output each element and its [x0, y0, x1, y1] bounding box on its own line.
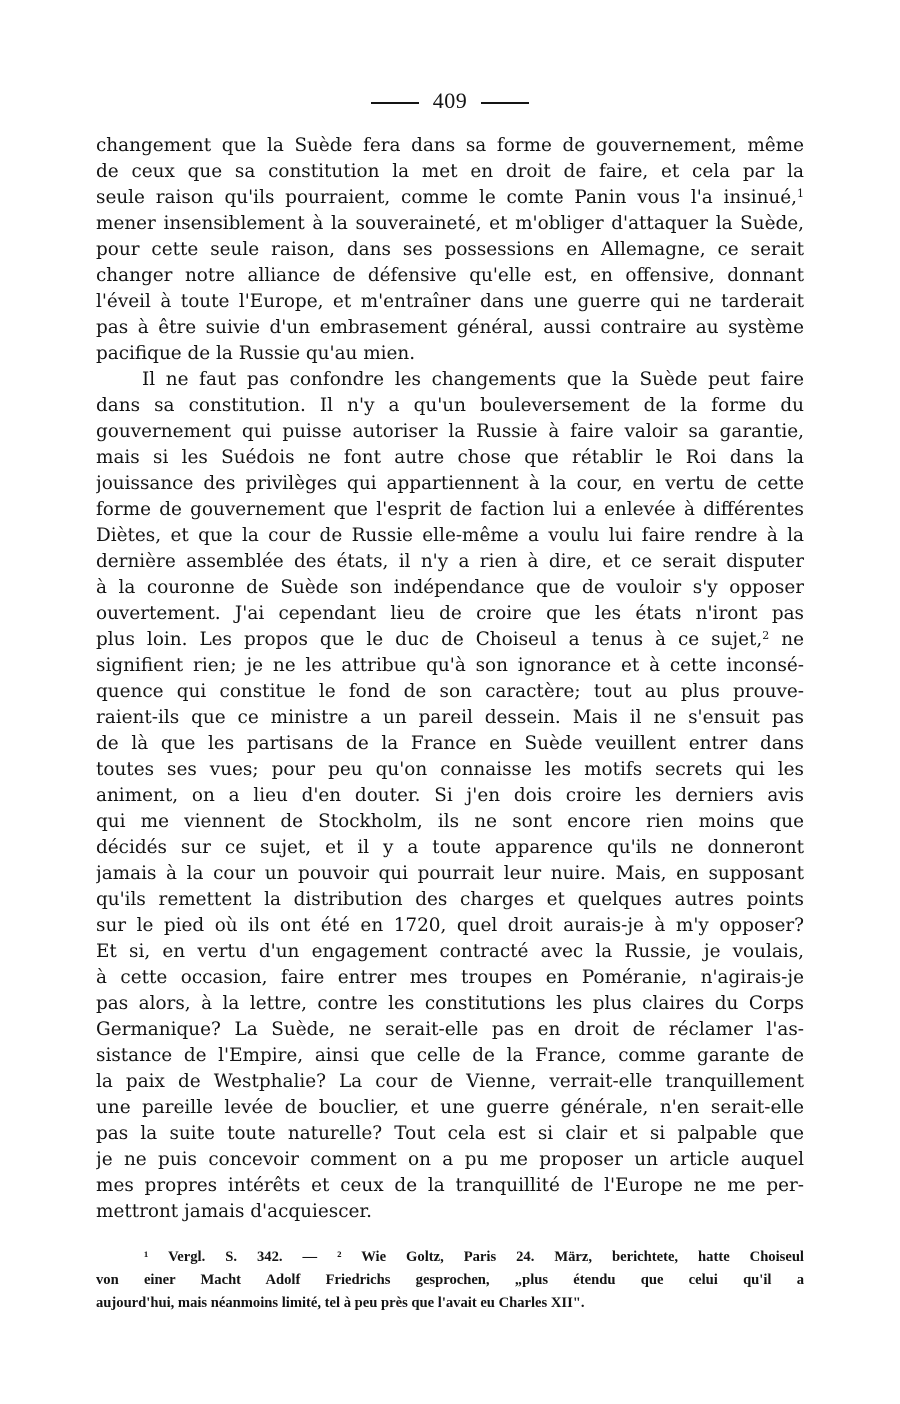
text-line: je ne puis concevoir comment on a pu me proposer un article auquel — [96, 1149, 804, 1170]
text-line: forme de gouvernement que l'esprit de faction lui a enlevée à différentes — [96, 499, 804, 520]
text-line: mes propres intérêts et ceux de la tranquillité de l'Europe ne me per- — [96, 1175, 804, 1196]
text-line: gouvernement qui puisse autoriser la Russie à faire valoir sa garantie, — [96, 421, 804, 442]
text-line: signifient rien; je ne les attribue qu'à son ignorance et à cette inconsé- — [96, 655, 804, 676]
footnote-mark: 1 — [797, 187, 804, 200]
footnote-mark: 2 — [762, 629, 770, 642]
text-line: dans sa constitution. Il n'y a qu'un bouleversement de la forme du — [96, 395, 804, 416]
text-line: toutes ses vues; pour peu qu'on connaisse les motifs secrets qui les — [96, 759, 804, 780]
text-line-content: seule raison qu'ils pourraient, comme le comte Panin vous l'a insinué, — [96, 187, 797, 208]
text-line: une pareille levée de bouclier, et une guerre générale, n'en serait-elle — [96, 1097, 804, 1118]
text-line: jamais à la cour un pouvoir qui pourrait leur nuire. Mais, en supposant — [96, 863, 804, 884]
text-line: quence qui constitue le fond de son caractère; tout au plus prouve- — [96, 681, 804, 702]
text-line: de ceux que sa constitution la met en droit de faire, et cela par la — [96, 161, 804, 182]
text-line: raient-ils que ce ministre a un pareil dessein. Mais il ne s'ensuit pas — [96, 707, 804, 728]
text-line: mener insensiblement à la souveraineté, et m'obliger d'attaquer la Suède, — [96, 213, 804, 234]
text-line: Il ne faut pas confondre les changements que la Suède peut faire — [142, 369, 804, 390]
header-rule-right — [481, 102, 529, 103]
text-line: de là que les partisans de la France en Suède veuillent entrer dans — [96, 733, 804, 754]
text-line: l'éveil à toute l'Europe, et m'entraîner dans une guerre qui ne tarderait — [96, 291, 804, 312]
text-line: pas alors, à la lettre, contre les constitutions les plus claires du Corps — [96, 993, 804, 1014]
page-header — [0, 86, 900, 116]
footnote-line: von einer Macht Adolf Friedrichs gesprochen, „plus étendu que celui qu'il a — [96, 1272, 804, 1288]
text-line: ouvertement. J'ai cependant lieu de croire que les états n'iront pas — [96, 603, 804, 624]
text-line — [96, 185, 804, 211]
footnotes — [96, 1246, 804, 1315]
text-line: à la couronne de Suède son indépendance que de vouloir s'y opposer — [96, 577, 804, 598]
text-line: la paix de Westphalie? La cour de Vienne, verrait-elle tranquillement — [96, 1071, 804, 1092]
footnote-line: aujourd'hui, mais néanmoins limité, tel à peu près que l'avait eu Charles XII". — [96, 1295, 585, 1311]
text-line-tail: ne — [769, 629, 804, 650]
text-line: changement que la Suède fera dans sa forme de gouvernement, même — [96, 135, 804, 156]
text-line: dernière assemblée des états, il n'y a rien à dire, et ce serait disputer — [96, 551, 804, 572]
text-line: Et si, en vertu d'un engagement contracté avec la Russie, je voulais, — [96, 941, 804, 962]
text-line: qu'ils remettent la distribution des charges et quelques autres points — [96, 889, 804, 910]
text-line: animent, on a lieu d'en douter. Si j'en dois croire les derniers avis — [96, 785, 804, 806]
text-line: jouissance des privilèges qui appartiennent à la cour, en vertu de cette — [96, 473, 804, 494]
text-line: sur le pied où ils ont été en 1720, quel droit aurais-je à m'y opposer? — [96, 915, 804, 936]
footnote-line: ¹ Vergl. S. 342. — ² Wie Goltz, Paris 24. März, berichtete, hatte Choiseul — [144, 1249, 804, 1265]
text-line-content: plus loin. Les propos que le duc de Choiseul a tenus à ce sujet, — [96, 629, 763, 650]
text-line: à cette occasion, faire entrer mes troupes en Poméranie, n'agirais-je — [96, 967, 804, 988]
text-line: pour cette seule raison, dans ses possessions en Allemagne, ce serait — [96, 239, 804, 260]
body-text — [96, 133, 804, 1225]
text-line: pacifique de la Russie qu'au mien. — [96, 343, 416, 364]
text-line: changer notre alliance de défensive qu'elle est, en offensive, donnant — [96, 265, 804, 286]
text-line: Diètes, et que la cour de Russie elle-même a voulu lui faire rendre à la — [96, 525, 804, 546]
page-number: 409 — [432, 88, 468, 113]
text-line: pas à être suivie d'un embrasement général, aussi contraire au système — [96, 317, 804, 338]
header-rule-left — [371, 102, 419, 103]
text-line: décidés sur ce sujet, et il y a toute apparence qu'ils ne donneront — [96, 837, 804, 858]
text-line — [96, 627, 804, 653]
text-line: qui me viennent de Stockholm, ils ne sont encore rien moins que — [96, 811, 804, 832]
text-line: pas la suite toute naturelle? Tout cela est si clair et si palpable que — [96, 1123, 804, 1144]
text-line: mettront jamais d'acquiescer. — [96, 1201, 372, 1222]
text-line: sistance de l'Empire, ainsi que celle de la France, comme garante de — [96, 1045, 804, 1066]
text-line: mais si les Suédois ne font autre chose que rétablir le Roi dans la — [96, 447, 804, 468]
text-line: Germanique? La Suède, ne serait-elle pas en droit de réclamer l'as- — [96, 1019, 804, 1040]
